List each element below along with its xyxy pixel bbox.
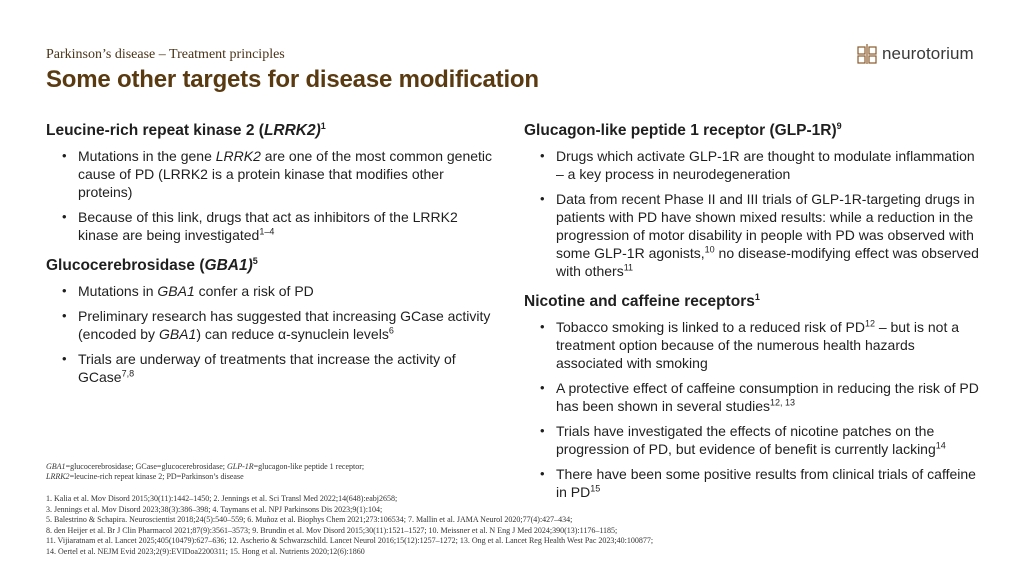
list-item: • Trials have investigated the effects of nicotine patches on the progression of PD, but evidence of benefit is currently lacking$^{14}$ <box>524 422 984 458</box>
section-glp1r <box>524 121 984 280</box>
references <box>46 494 806 558</box>
abbreviations: GBA1=glucocerebrosidase; GCase=glucocerebrosidase; GLP-1R=glucagon-like peptide 1 receptor; LRRK2=leucine-rich repeat kinase 2; PD=Parkinson’s disease <box>46 462 365 481</box>
reference-line: 14. Oertel et al. NEJM Evid 2023;2(9):EVIDoa2200311; 15. Hong et al. Nutrients 2020;12(6):1860 <box>46 546 365 556</box>
list-item: • Tobacco smoking is linked to a reduced risk of PD$^{12}$ – but is not a treatment option because of the numerous health hazards associated with smoking <box>524 318 984 372</box>
section-nicotine-caffeine <box>524 292 984 501</box>
list-item: • Preliminary research has suggested that increasing GCase activity (encoded by GBA1) can reduce α-synuclein levels$^6$ <box>46 307 498 343</box>
reference-line: 8. den Heijer et al. Br J Clin Pharmacol 2021;87(9):3561–3573; 9. Brundin et al. Mov Disord 2015;30(11):1521–1527; 10. Meissner et al. N Eng J Med 2024;390(13):1176–1185; <box>46 525 618 535</box>
list-item: • Mutations in GBA1 confer a risk of PD <box>46 282 498 300</box>
heading-nicotine-caffeine: Nicotine and caffeine receptors$^1$ <box>524 291 760 310</box>
heading-lrrk2: Leucine-rich repeat kinase 2 (LRRK2)$^1$ <box>46 120 326 139</box>
list-item: • There have been some positive results from clinical trials of caffeine in PD$^{15}$ <box>524 465 984 501</box>
list-item: • Because of this link, drugs that act as inhibitors of the LRRK2 kinase are being investigated$^{1-4}$ <box>46 208 498 244</box>
list-item: • A protective effect of caffeine consumption in reducing the risk of PD has been shown in several studies$^{12, 13}$ <box>524 379 984 415</box>
heading-glp1r: Glucagon-like peptide 1 receptor $(GLP-1R)^9$ <box>524 120 842 139</box>
heading-gba1: Glucocerebrosidase $(GBA1)^5$ <box>46 255 258 274</box>
list-item: • Mutations in the gene LRRK2 are one of the most common genetic cause of PD (LRRK2 is a protein kinase that modifies other proteins) <box>46 147 498 201</box>
neurotorium-logo-icon <box>857 43 877 65</box>
reference-line: 3. Jennings et al. Mov Disord 2023;38(3):386–398; 4. Taymans et al. NPJ Parkinsons Dis 2023;9(1):104; <box>46 504 383 514</box>
left-column <box>46 121 498 398</box>
section-lrrk2 <box>46 121 498 244</box>
right-column <box>524 121 984 513</box>
reference-line: 11. Vijiaratnam et al. Lancet 2025;405(10479):627–636; 12. Ascherio & Schwarzschild. Lancet Neurol 2016;15(12):1257–1272; 13. Ong et al. Lancet Reg Health West Pac 2023;40:100877; <box>46 536 654 546</box>
brand-logo <box>857 43 974 65</box>
logo-text: neurotorium <box>882 44 974 63</box>
slide-kicker: Parkinson’s disease – Treatment principles <box>46 47 285 62</box>
reference-line: 1. Kalia et al. Mov Disord 2015;30(11):1442–1450; 2. Jennings et al. Sci Transl Med 2022;14(648):eabj2658; <box>46 494 398 503</box>
list-item: • Drugs which activate GLP-1R are thought to modulate inflammation – a key process in neurodegeneration <box>524 147 984 183</box>
section-gba1 <box>46 256 498 386</box>
reference-line: 5. Balestrino & Schapira. Neuroscientist 2018;24(5):540–559; 6. Muñoz et al. Biophys Chem 2021;273:106534; 7. Mallin et al. JAMA Neurol 2020;77(4):427–434; <box>46 515 573 525</box>
list-item: • Data from recent Phase II and III trials of GLP-1R-targeting drugs in patients with PD have shown mixed results: while a reduction in the progression of motor disability in people with PD was observed with some GLP-1R agonists,$^{10}$ no disease-modifying effect was observed with others$^{11}$ <box>524 190 984 280</box>
list-item: • Trials are underway of treatments that increase the activity of GCase$^{7,8}$ <box>46 350 498 386</box>
slide-title: Some other targets for disease modification <box>46 66 539 93</box>
